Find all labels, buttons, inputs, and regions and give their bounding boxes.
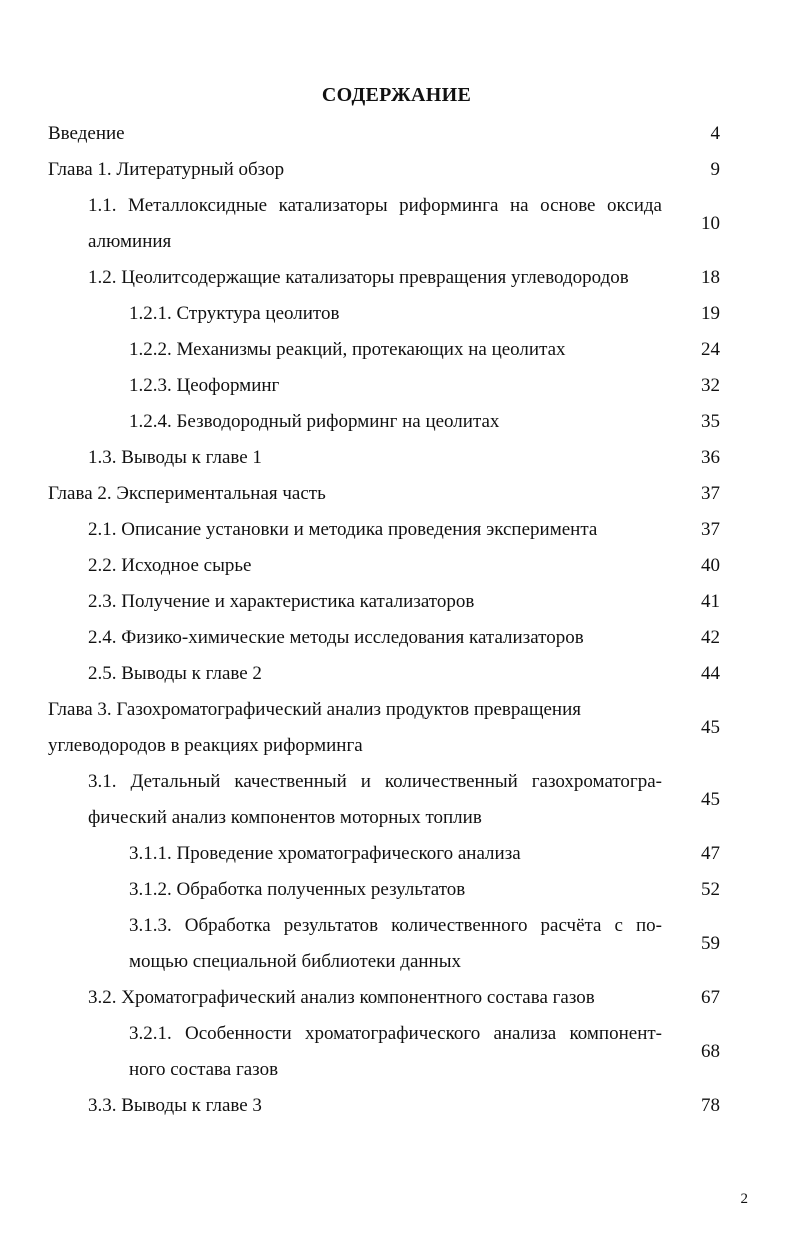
- toc-entry-label: 1.2.4. Безводородный риформинг на цеолитах: [129, 411, 500, 432]
- toc-entry-label: 2.3. Получение и характеристика катализаторов: [88, 591, 475, 612]
- toc-entry-page: 45: [701, 717, 720, 738]
- toc-entry-page: 24: [701, 339, 720, 360]
- toc-entry-page: 45: [701, 789, 720, 810]
- toc-entry: [88, 656, 668, 692]
- toc-entry-page: 32: [701, 375, 720, 396]
- toc-entry: [129, 1016, 662, 1088]
- toc-entry-label: 2.1. Описание установки и методика проведения эксперимента: [88, 519, 598, 540]
- page-number: 2: [740, 1191, 748, 1207]
- toc-entry: [48, 152, 668, 188]
- toc-entry-page: 37: [701, 519, 720, 540]
- toc-entry-page: 44: [701, 663, 720, 684]
- toc-entry: [129, 908, 662, 980]
- toc-entry-page: 40: [701, 555, 720, 576]
- toc-entry-label: Глава 3. Газохроматографический анализ продуктов превращения углеводородов в реакциях риформинга: [48, 699, 581, 756]
- toc-entry-label: 3.1.2. Обработка полученных результатов: [129, 879, 466, 900]
- toc-entry: [48, 476, 668, 512]
- toc-entry-label: 1.2. Цеолитсодержащие катализаторы превращения углеводородов: [88, 267, 629, 288]
- toc-entry-page: 52: [701, 879, 720, 900]
- toc-entry: [88, 188, 662, 260]
- toc-entry-page: 9: [710, 159, 720, 180]
- toc-entry: [129, 296, 669, 332]
- toc-entry-page: 18: [701, 267, 720, 288]
- toc-entry-page: 19: [701, 303, 720, 324]
- toc-entry: [129, 368, 669, 404]
- toc-entry-page: 42: [701, 627, 720, 648]
- toc-entry-label: 3.1.1. Проведение хроматографического анализа: [129, 843, 521, 864]
- toc-entry-page: 37: [701, 483, 720, 504]
- toc-entry-label: 1.2.1. Структура цеолитов: [129, 303, 340, 324]
- toc-entry-label: 3.3. Выводы к главе 3: [88, 1095, 262, 1116]
- toc-entry: [88, 260, 668, 296]
- toc-entry: [88, 764, 662, 836]
- toc-entry: [88, 980, 668, 1016]
- toc-entry-page: 68: [701, 1041, 720, 1062]
- toc-entry-label: 2.4. Физико-химические методы исследования катализаторов: [88, 627, 584, 648]
- toc-entry-label: 3.1.3. Обработка результатов количественного расчёта с по-мощью специальной библиотеки данных: [129, 915, 662, 972]
- toc-entry-label: 1.3. Выводы к главе 1: [88, 447, 262, 468]
- toc-entry: [88, 584, 668, 620]
- toc-entry: [129, 836, 669, 872]
- toc-entry-label: 3.2. Хроматографический анализ компонентного состава газов: [88, 987, 595, 1008]
- toc-entry-page: 41: [701, 591, 720, 612]
- toc-entry-page: 59: [701, 933, 720, 954]
- toc-entry: [48, 692, 608, 764]
- page-title: СОДЕРЖАНИЕ: [321, 84, 472, 106]
- toc-entry-page: 35: [701, 411, 720, 432]
- toc-entry-page: 4: [710, 123, 720, 144]
- toc-entry-label: Введение: [48, 123, 125, 144]
- toc-entry-label: 1.2.2. Механизмы реакций, протекающих на цеолитах: [129, 339, 566, 360]
- toc-entry: [88, 548, 668, 584]
- toc-entry: [48, 116, 668, 152]
- toc-entry-label: 2.2. Исходное сырье: [88, 555, 252, 576]
- toc-entry-page: 10: [701, 213, 720, 234]
- toc-entry-page: 36: [701, 447, 720, 468]
- toc-entry-label: Глава 2. Экспериментальная часть: [48, 483, 326, 504]
- toc-entry-label: 1.1. Металлоксидные катализаторы риформинга на основе оксида алюминия: [88, 195, 662, 252]
- toc-entry-page: 67: [701, 987, 720, 1008]
- toc-entry: [129, 872, 669, 908]
- toc-entry: [88, 620, 668, 656]
- toc-entry-page: 78: [701, 1095, 720, 1116]
- toc-entry-page: 47: [701, 843, 720, 864]
- toc-entry-label: 2.5. Выводы к главе 2: [88, 663, 262, 684]
- toc-entry-label: 1.2.3. Цеоформинг: [129, 375, 280, 396]
- toc-entry: [88, 512, 668, 548]
- toc-entry: [88, 1088, 668, 1124]
- toc-entry-label: 3.1. Детальный качественный и количественный газохроматогра-фический анализ компонентов моторных топлив: [88, 771, 662, 828]
- toc-entry: [88, 440, 668, 476]
- toc-entry-label: Глава 1. Литературный обзор: [48, 159, 285, 180]
- toc-entry: [129, 404, 669, 440]
- toc-entry: [129, 332, 669, 368]
- toc-entry-label: 3.2.1. Особенности хроматографического анализа компонент-ного состава газов: [129, 1023, 662, 1080]
